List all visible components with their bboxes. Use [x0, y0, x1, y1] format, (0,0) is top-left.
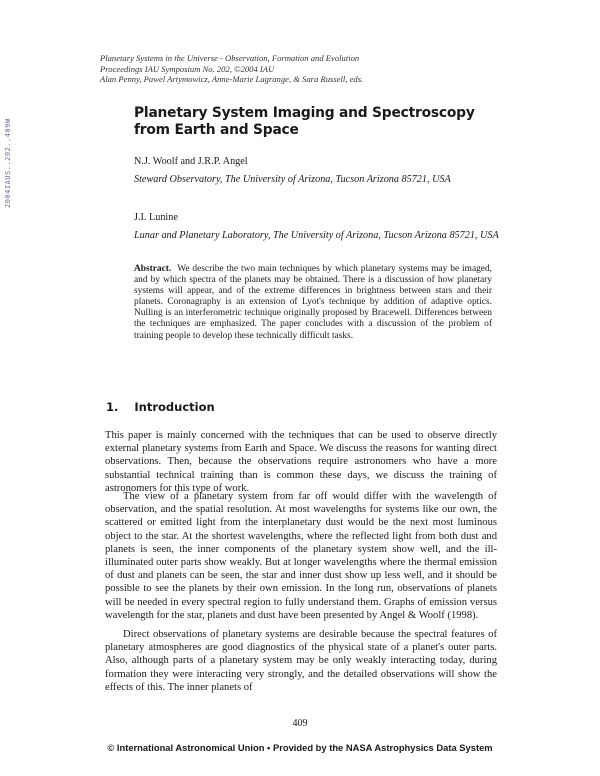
authors-line-1: N.J. Woolf and J.R.P. Angel [134, 156, 248, 167]
proceedings-header [100, 53, 520, 85]
paragraph: This paper is mainly concerned with the techniques that can be used to observe directly external planetary systems from Earth and Space. We discuss the reasons for wanting direct observations. Then, because the observations require astronomers who have a more substantial technical training than is common these days, we discuss the training of astronomers for this type of work. [105, 430, 497, 494]
bibcode-sidenote [4, 18, 16, 208]
paragraph: The view of a planetary system from far off would differ with the wavelength of observation, and the spatial resolution. At most wavelengths for systems like our own, the scattered or emitted light from the interplanetary dust would be the next most luminous object to the star. At the shortest wavelengths, where the reflected light from both dust and planets is seen, the inner components of the planetary system show well, and the ill-illuminated outer parts show weakly. But at longer wavelengths where the thermal emission of dust and planets can be seen, the star and inner dust show up less well, and it should be possible to see the planets by their own emission. In the long run, observations of planets will be needed in every spectral region to fully understand them. Graphs of emission versus wavelength for the star, planets and dust have been presented by Angel & Woolf (1998). [105, 491, 497, 621]
authors-line-2: J.I. Lunine [134, 212, 178, 223]
header-line-2: Proceedings IAU Symposium No. 202, ©2004 IAU [100, 63, 275, 74]
section-title: Introduction [134, 400, 215, 414]
paper-title: Planetary System Imaging and Spectroscopy from Earth and Space [134, 105, 475, 138]
affiliation-2: Lunar and Planetary Laboratory, The University of Arizona, Tucson Arizona 85721, USA [134, 230, 499, 241]
section-number: 1. [106, 400, 119, 414]
copyright-footer: © International Astronomical Union • Provided by the NASA Astrophysics Data System [107, 742, 493, 753]
paragraph: Direct observations of planetary systems are desirable because the spectral features of planetary atmospheres are good diagnostics of the physical state of a planet's outer parts. Also, although parts of a planetary system may be only weakly interacting today, during formation they were interacting very strongly, and the detailed observations will show the effects of this. The inner planets of [105, 629, 497, 693]
bibcode-text: 2004IAUS..202..409W [4, 118, 12, 208]
section-heading [106, 400, 215, 414]
header-line-3: Alan Penny, Pawel Artymowicz, Anne-Marie Lagrange, & Sara Russell, eds. [100, 74, 364, 84]
page-number: 409 [292, 718, 308, 729]
abstract-text: We describe the two main techniques by which planetary systems may be imaged, and by which spectra of the planets may be obtained. There is a discussion of how planetary systems will appear, and of the extreme differences in brightness between stars and their planets. Coronagraphy is an extension of Lyot's technique by addition of adaptive optics. Nulling is an interferometric technique originally proposed by Bracewell. Differences between the techniques are emphasized. The paper concludes with a discussion of the problem of training people to develop these technically difficult tasks. [134, 264, 492, 341]
affiliation-1: Steward Observatory, The University of Arizona, Tucson Arizona 85721, USA [134, 174, 451, 185]
header-line-1: Planetary Systems in the Universe - Observation, Formation and Evolution [100, 53, 360, 63]
abstract [134, 264, 492, 342]
abstract-label: Abstract. [134, 264, 172, 274]
